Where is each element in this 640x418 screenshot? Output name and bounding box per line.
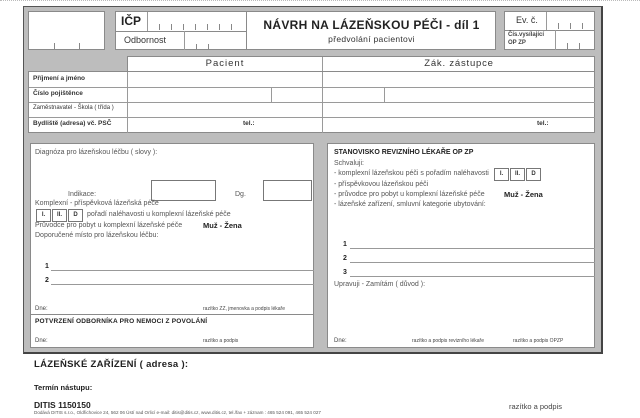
specialist-stamp-label: razítko a podpis <box>203 338 239 344</box>
odbornost-input[interactable] <box>184 31 224 50</box>
col-header-representative: Zák. zástupce <box>424 58 494 69</box>
title-block <box>247 11 496 50</box>
ev-c-input[interactable] <box>546 11 595 29</box>
indikace-label: Indikace: <box>68 191 97 198</box>
left-panel <box>30 143 314 348</box>
representative-name-input[interactable] <box>323 72 595 87</box>
revizni-lekar-title: STANOVISKO REVIZNÍHO LÉKAŘE OP ZP <box>334 149 474 156</box>
dne-label: Dne: <box>35 306 48 312</box>
approval-item-zarizeni: - lázeňské zařízení, smluvní kategorie ubytování: <box>334 201 486 208</box>
approval-line-3[interactable] <box>350 276 595 277</box>
form-title: NÁVRH NA LÁZEŇSKOU PÉČI - díl 1 <box>263 18 480 32</box>
pruvodce-label: Průvodce pro pobyt u komplexní lázeňské péče <box>35 222 183 229</box>
approval-item-pruvodce: - průvodce pro pobyt u komplexní lázeňské péče <box>334 191 485 198</box>
approval-line-2-number: 2 <box>343 255 347 262</box>
line-1-number: 1 <box>45 263 49 270</box>
termin-nastupu-input[interactable] <box>100 381 300 393</box>
patient-tel-label: tel.: <box>243 120 255 127</box>
page-top-border <box>0 0 640 2</box>
upravuji-reason-input[interactable] <box>334 290 589 330</box>
potvrzeni-title: POTVRZENÍ ODBORNÍKA PRO NEMOCI Z POVOLÁNÍ <box>35 318 208 325</box>
approval-priority-checkbox-d[interactable]: D <box>526 168 541 181</box>
row-label-address: Bydliště (adresa) vč. PSČ <box>33 120 112 127</box>
representative-insurance-input[interactable] <box>323 87 384 102</box>
patient-insurance-input[interactable] <box>128 87 271 102</box>
cis-vysilajici-input[interactable] <box>555 30 595 49</box>
approval-line-3-number: 3 <box>343 269 347 276</box>
icp-input[interactable] <box>147 11 247 31</box>
priority-checkbox-i[interactable]: I. <box>36 209 51 222</box>
row-label-name: Příjmení a jméno <box>33 75 86 82</box>
footer-stamp-label: razítko a podpis <box>509 402 562 411</box>
approval-priority-checkbox-ii[interactable]: II. <box>510 168 525 181</box>
ev-c-label: Ev. č. <box>516 15 538 25</box>
dg-label: Dg. <box>235 191 246 198</box>
op-zp-label: OP ZP <box>508 40 526 46</box>
patient-name-input[interactable] <box>128 72 322 87</box>
doporucene-misto-label: Doporučené místo pro lázeňskou léčbu: <box>35 232 159 239</box>
representative-employer-input[interactable] <box>323 102 595 117</box>
lazenske-zarizeni-label: LÁZEŇSKÉ ZAŘÍZENÍ ( adresa ): <box>34 359 189 370</box>
patient-address-input[interactable] <box>128 117 322 133</box>
recommended-place-line-1[interactable] <box>51 270 314 271</box>
approval-item-prispevkova: - příspěvkovou lázeňskou péči <box>334 181 429 188</box>
doctor-stamp-label: razítko ZZ, jmenovka a podpis lékaře <box>203 306 285 312</box>
row-label-insurance-number: Číslo pojištěnce <box>33 90 83 97</box>
indikace-input[interactable] <box>151 180 216 201</box>
diagnosis-input[interactable] <box>35 158 310 178</box>
ditis-code: DITIS 1150150 <box>34 400 91 410</box>
col-header-patient: Pacient <box>205 58 245 69</box>
approval-item-komplexni: - komplexní lázeňskou péči s pořadím naléhavosti <box>334 170 489 177</box>
priority-checkbox-d[interactable]: D <box>68 209 83 222</box>
approval-line-2[interactable] <box>350 262 595 263</box>
revizni-stamp-label: razítko a podpis revizního lékaře <box>412 338 484 344</box>
personal-table <box>28 56 595 133</box>
form-subtitle: předvolání pacientovi <box>328 34 415 44</box>
komplexni-label: Komplexní - příspěvková lázeňská péče <box>35 200 159 207</box>
approval-line-1[interactable] <box>350 248 595 249</box>
upravuji-zamitam-label: Upravuji - Zamítám ( důvod ): <box>334 281 426 288</box>
lazenske-zarizeni-input[interactable] <box>200 358 600 372</box>
odbornost-label: Odbornost <box>124 35 167 45</box>
approval-muz-zena-selector[interactable]: Muž - Žena <box>504 190 543 199</box>
priority-text: pořadí naléhavosti u komplexní lázeňské péče <box>87 211 231 218</box>
patient-employer-input[interactable] <box>128 102 322 117</box>
icp-label: IČP <box>121 14 142 28</box>
opzp-stamp-label: razítko a podpis OPZP <box>513 338 564 344</box>
approval-line-1-number: 1 <box>343 241 347 248</box>
stamp-box-top-left[interactable] <box>28 11 105 50</box>
approval-dne-label: Dne: <box>334 338 347 344</box>
representative-address-input[interactable] <box>323 117 595 133</box>
schvaluji-label: Schvaluji: <box>334 160 364 167</box>
termin-nastupu-label: Termín nástupu: <box>34 383 93 392</box>
supplier-info: Dodává DITIS s.r.o., Oldřichovice 24, 562 06 Ústí nad Orlicí e-mail: ditis@ditis.cz, www.ditis.cz, tel./fax + záznam : 465 524 091, 465 524 027 <box>34 410 321 415</box>
approval-priority-checkbox-i[interactable]: I. <box>494 168 509 181</box>
muz-zena-selector[interactable]: Muž - Žena <box>203 221 242 230</box>
dg-input[interactable] <box>263 180 312 201</box>
representative-tel-label: tel.: <box>537 120 549 127</box>
table-body <box>28 71 595 133</box>
recommended-place-line-2[interactable] <box>51 284 314 285</box>
table-header-row <box>127 56 595 71</box>
diagnosis-label: Diagnóza pro lázeňskou léčbu ( slovy ): <box>35 149 158 156</box>
right-panel <box>327 143 595 348</box>
row-label-employer: Zaměstnavatel - Škola ( třída ) <box>33 105 114 111</box>
line-2-number: 2 <box>45 277 49 284</box>
cis-vysilajici-label: Čís.vysílající <box>508 32 545 38</box>
priority-checkbox-ii[interactable]: II. <box>52 209 67 222</box>
dne2-label: Dne: <box>35 338 48 344</box>
